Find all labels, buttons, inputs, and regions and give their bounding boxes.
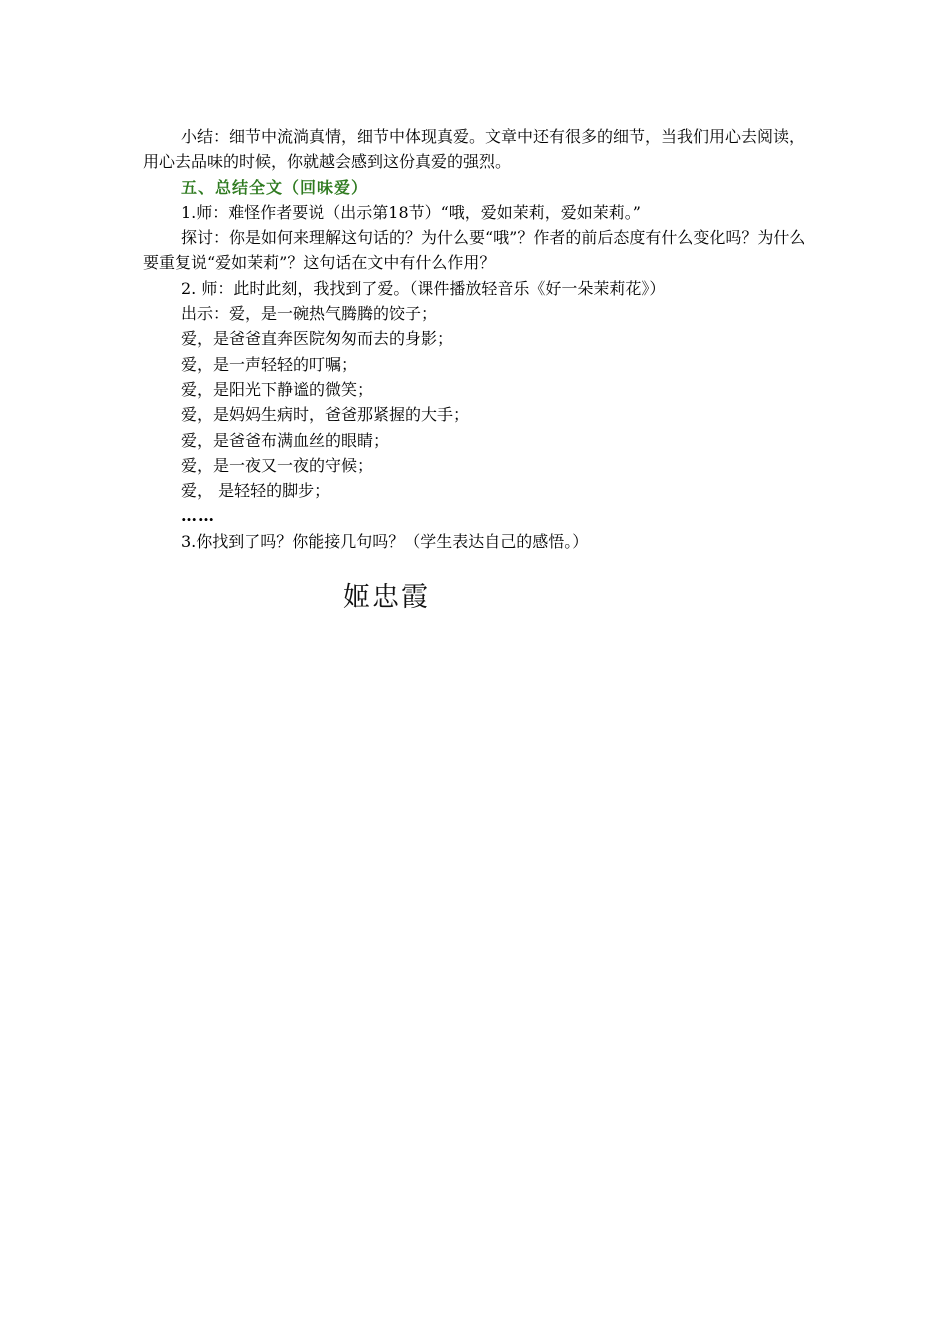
love-line: 爱，是爸爸直奔医院匆匆而去的身影；: [181, 329, 454, 349]
love-line: 爱，是爸爸布满血丝的眼睛；: [181, 430, 390, 450]
ellipsis: ……: [181, 506, 215, 526]
summary-paragraph: 小结：细节中流淌真情，细节中体现真爱。文章中还有很多的细节，当我们用心去阅读，用心去品味的时候，你就越会感到这份真爱的强烈。: [143, 127, 806, 172]
item-1: 1.师：难怪作者要说（出示第18节）“哦，爱如茉莉，爱如茉莉。”: [181, 202, 641, 222]
love-line: 出示：爱，是一碗热气腾腾的饺子；: [181, 304, 438, 324]
document-body: [143, 124, 813, 554]
love-line: 爱，是妈妈生病时，爸爸那紧握的大手；: [181, 405, 470, 425]
love-line: 爱，是一声轻轻的叮嘱；: [181, 354, 358, 374]
love-line: 爱，是一夜又一夜的守候；: [181, 455, 374, 475]
love-line: 爱， 是轻轻的脚步；: [181, 481, 331, 501]
love-line: 爱，是阳光下静谧的微笑；: [181, 379, 374, 399]
item-3: 3.你找到了吗？你能接几句吗？（学生表达自己的感悟。）: [181, 531, 589, 551]
author-signature: 姬忠霞: [343, 582, 430, 613]
discussion-paragraph: 探讨：你是如何来理解这句话的？为什么要“哦”？作者的前后态度有什么变化吗？为什么要重复说“爱如茉莉”？这句话在文中有什么作用？: [143, 228, 806, 273]
section-heading: 五、总结全文（回味爱）: [181, 177, 369, 197]
item-2: 2. 师：此时此刻，我找到了爱。（课件播放轻音乐《好一朵茉莉花》）: [181, 278, 666, 298]
